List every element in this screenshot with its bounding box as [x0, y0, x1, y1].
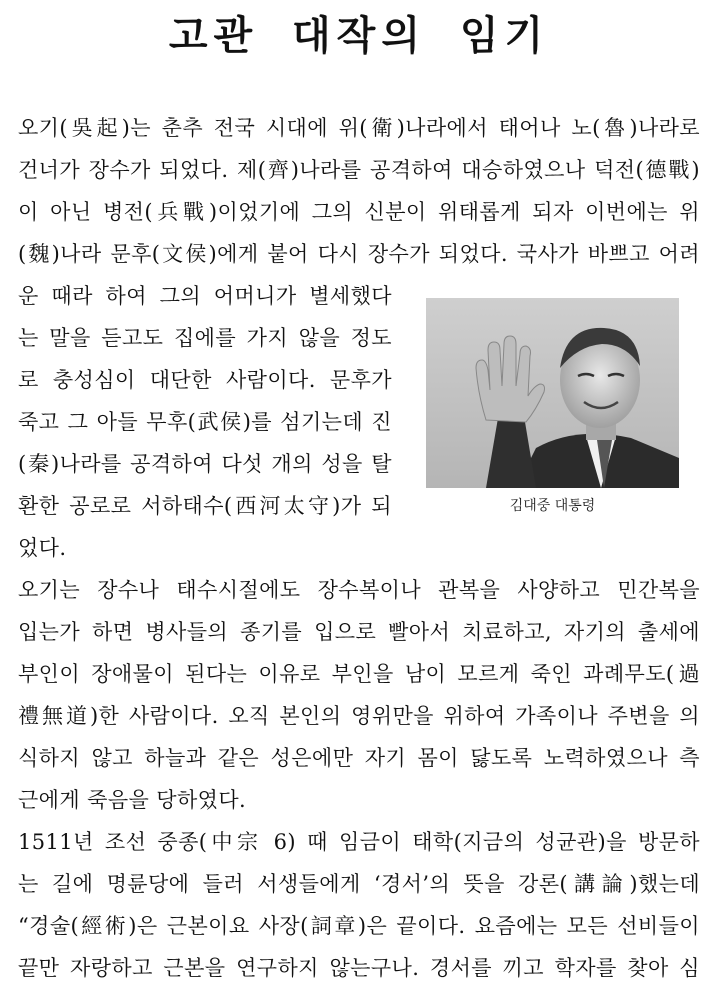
body-line-9: (秦)나라를 공격하여 다섯 개의 성을 탈	[18, 452, 392, 476]
body-line-2: 건너가 장수가 되었다. 제(齊)나라를 공격하여 대승하였으나 덕전(德戰)	[18, 158, 700, 182]
body-line-3: 이 아닌 병전(兵戰)이었기에 그의 신분이 위태롭게 되자 이번에는 위	[18, 200, 700, 224]
body-line-15: 禮無道)한 사람이다. 오직 본인의 영위만을 위하여 가족이나 주변을 의	[18, 704, 700, 728]
president-photo	[426, 298, 679, 488]
body-line-4: (魏)나라 문후(文侯)에게 붙어 다시 장수가 되었다. 국사가 바쁘고 어려	[18, 242, 700, 266]
body-line-16: 식하지 않고 하늘과 같은 성은에만 자기 몸이 닳도록 노력하였으나 측	[18, 746, 700, 770]
body-line-7: 로 충성심이 대단한 사람이다. 문후가	[18, 368, 392, 392]
body-line-20: “경술(經術)은 근본이요 사장(詞章)은 끝이다. 요즘에는 모든 선비들이	[18, 914, 700, 938]
president-photo-image	[426, 298, 679, 488]
body-line-11: 었다.	[18, 536, 67, 560]
body-line-6: 는 말을 듣고도 집에를 가지 않을 정도	[18, 326, 392, 350]
photo-caption: 김대중 대통령	[509, 498, 596, 514]
body-line-21: 끝만 자랑하고 근본을 연구하지 않는구나. 경서를 끼고 학자를 찾아 심	[18, 956, 700, 980]
body-line-10: 환한 공로로 서하태수(西河太守)가 되	[18, 494, 392, 518]
body-line-8: 죽고 그 아들 무후(武侯)를 섬기는데 진	[18, 410, 392, 434]
body-line-12: 오기는 장수나 태수시절에도 장수복이나 관복을 사양하고 민간복을	[18, 578, 700, 602]
body-line-17: 근에게 죽음을 당하였다.	[18, 788, 247, 812]
body-line-19: 는 길에 명륜당에 들러 서생들에게 ‘경서’의 뜻을 강론(講論)했는데	[18, 872, 701, 896]
page-title: 고관 대작의 임기	[168, 12, 550, 59]
body-line-1: 오기(吳起)는 춘추 전국 시대에 위(衛)나라에서 태어나 노(魯)나라로	[18, 116, 700, 140]
body-line-13: 입는가 하면 병사들의 종기를 입으로 빨아서 치료하고, 자기의 출세에	[18, 620, 700, 644]
body-line-5: 운 때라 하여 그의 어머니가 별세했다	[18, 284, 392, 308]
body-line-14: 부인이 장애물이 된다는 이유로 부인을 남이 모르게 죽인 과례무도(過	[18, 662, 700, 686]
body-line-18: 1511년 조선 중종(中宗 6) 때 임금이 태학(지금의 성균관)을 방문하	[18, 830, 700, 854]
